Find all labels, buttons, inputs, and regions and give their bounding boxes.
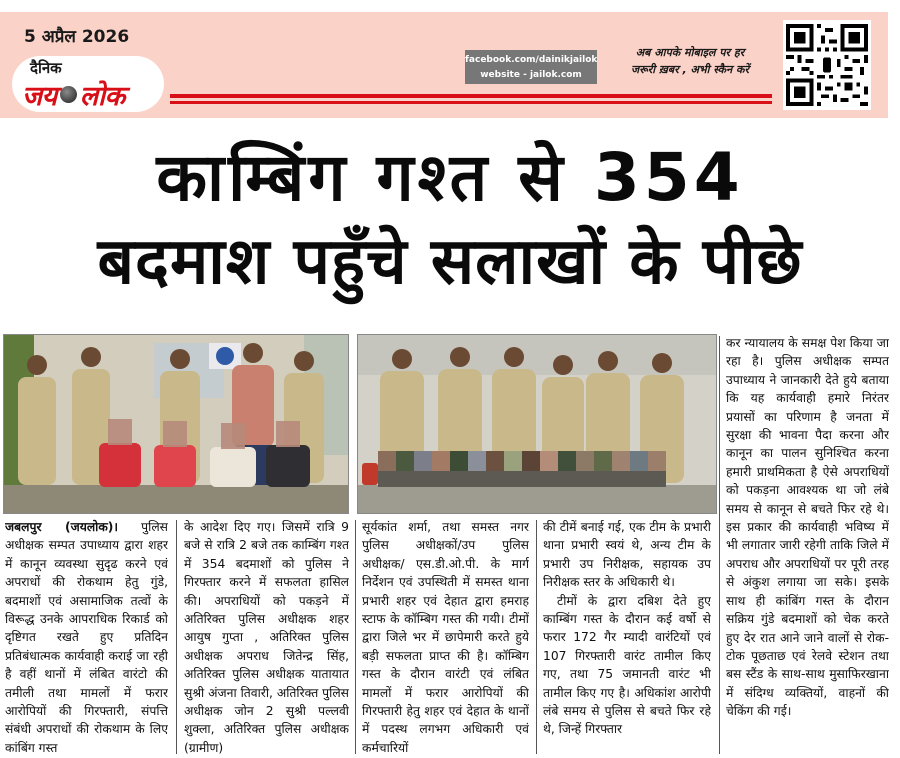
article-dateline: जबलपुर (जयलोक)। [5,520,119,534]
article-col1-text: पुलिस अधीक्षक सम्पत उपाध्याय द्वारा शहर में कानून व्यवस्था सुदृढ करने एवं अपराधों की रोकथाम हेतु गुंडे, बदमाशों एवं असामाजिक तत्वों के विरूद्ध उनके आपराधिक रिकार्ड को दृष्टिगत रखते हुए प्रतिदिन प्रतिबंधात्मक कार्यवाही कराई जा रही है वहीं थानों में लंबित वारंटो की तमीली तथा मामलों में फरार आरोपियों की गिरफ्तारी, संपत्ति संबंधी अपराधों की रोकथाम के लिए कांबिंग गस्त [5,520,168,755]
headline-line-1: काम्बिंग गश्त से 354 [156,139,744,216]
newspaper-logo [22,76,125,113]
issue-date: 5 अप्रैल 2026 [24,27,130,47]
article-column-5 [726,334,889,758]
globe-logo-icon [60,86,77,103]
qr-code-icon[interactable] [783,20,871,110]
scan-tagline [604,44,776,78]
news-photo-left [3,334,349,514]
article-col5-text: कर न्यायालय के समक्ष पेश किया जा रहा है। पुलिस अधीक्षक सम्पत उपाध्याय ने जानकारी देते हुये बताया कि यह कार्यवाही हमारे निरंतर प्रयासों का परिणाम है जनता में सुरक्षा की भावना पैदा करना और कानून का पालन सुनिश्चित करना हमारी प्राथमिकता है ऐसे अपराधियों को पकड़ना आवश्यक था जो लंबे समय से कानून से बचते फिर रहे थे। इस प्रकार की कार्यवाही भविष्य में भी लगातार जारी रहेगी ताकि जिले में अपराध और अपराधियों पर पूरी तरह से अंकुश लगाया जा सके। इसके साथ ही कांबिंग गस्त के दौरान सक्रिय गुंडे बदमाशों को चेक करते हुए देर रात आने जाने वालों से रोक-टोक पूछताछ एवं रेलवे स्टेशन तथा बस स्टैंड के साथ-साथ मुसाफिरखाना में संदिग्ध व्यक्तियों, वाहनों की चेकिंग की गई। [726,336,889,719]
article-column-4 [543,518,711,758]
website-link[interactable]: website - jailok.com [480,70,582,80]
facebook-link[interactable]: facebook.com/dainikjailok [465,55,598,65]
logo-word-jay: जय [22,81,57,112]
article-column-3 [362,518,529,758]
masthead-rule-bottom [170,101,772,104]
column-divider [355,520,356,754]
article-col3-text: सूर्यकांत शर्मा, तथा समस्त नगर पुलिस अधीक्षकों/उप पुलिस अधीक्षक/ एस.डी.ओ.पी. के मार्ग निर्देशन एवं उपस्थिती में समस्त थाना प्रभारी शहर एवं देहात द्वारा हमराह स्टाफ के कॉम्बिग गस्त की गयी। टीमों द्वारा जिले भर में छापेमारी करते हुये बड़ी सफलता प्राप्त की है। कॉम्बिग गस्त के दौरान वारंटी एवं लंबित मामलों में फरार आरोपियों की गिरफ्तारी हेतु शहर एवं देहात के थानों में पदस्थ लगभग अधिकारी एवं कर्मचारियों [362,520,529,755]
logo-word-lok: लोक [79,81,125,112]
column-divider [536,520,537,754]
headline-line-2: बदमाश पहुँचे सलाखों के पीछे [97,225,803,299]
tagline-line-1: अब आपके मोबाइल पर हर [635,46,745,59]
article-col4-text-2: टीमों के द्वारा दबिश देते हुए काम्बिंग गस्त के दौरान कई वर्षो से फरार 172 गैर म्यादी वारंटियों एवं 107 गिरफ्तारी वारंट तामील किए गए, तथा 75 जमानती वारंट भी तामील किए गए है। अधिकांश आरोपी लंबे समय से पुलिस से बचते फिर रहे थे, जिन्हें गिरफ्तार [543,593,711,737]
article-column-1 [5,518,168,758]
logo-prefix: दैनिक [30,59,62,77]
article-column-2 [184,518,349,758]
article-col2-text: के आदेश दिए गए। जिसमें रात्रि 9 बजे से रात्रि 2 बजे तक काम्बिंग गश्त में 354 बदमाशों को पुलिस ने गिरफ्तार करने में सफलता हासिल की। अपराधियों को पकड़ने में अतिरिक्त पुलिस अधीक्षक शहर आयुष गुप्ता , अतिरिक्त पुलिस अधीक्षक अपराध जितेन्द्र सिंह, अतिरिक्त पुलिस अधीक्षक यातायात सुश्री अंजना तिवारी, अतिरिक्त पुलिस अधीक्षक जोन 2 सुश्री पल्लवी शुक्ला, अतिरिक्त पुलिस अधीक्षक (ग्रामीण) [184,520,349,755]
column-divider [719,336,720,754]
news-photo-right [357,334,717,514]
masthead-rule-top [170,94,772,98]
tagline-line-2: जरूरी ख़बर , अभी स्कैन करें [631,63,749,76]
masthead [0,0,900,128]
contact-box [465,50,597,84]
column-divider [176,520,177,754]
headline [0,136,900,304]
article-col4-text-1: की टीमें बनाई गई, एक टीम के प्रभारी थाना प्रभारी स्वयं थे, अन्य टीम के प्रभारी उप निरीक्षक, सहायक उप निरीक्षक स्तर के अधिकारी थे। [543,520,711,590]
